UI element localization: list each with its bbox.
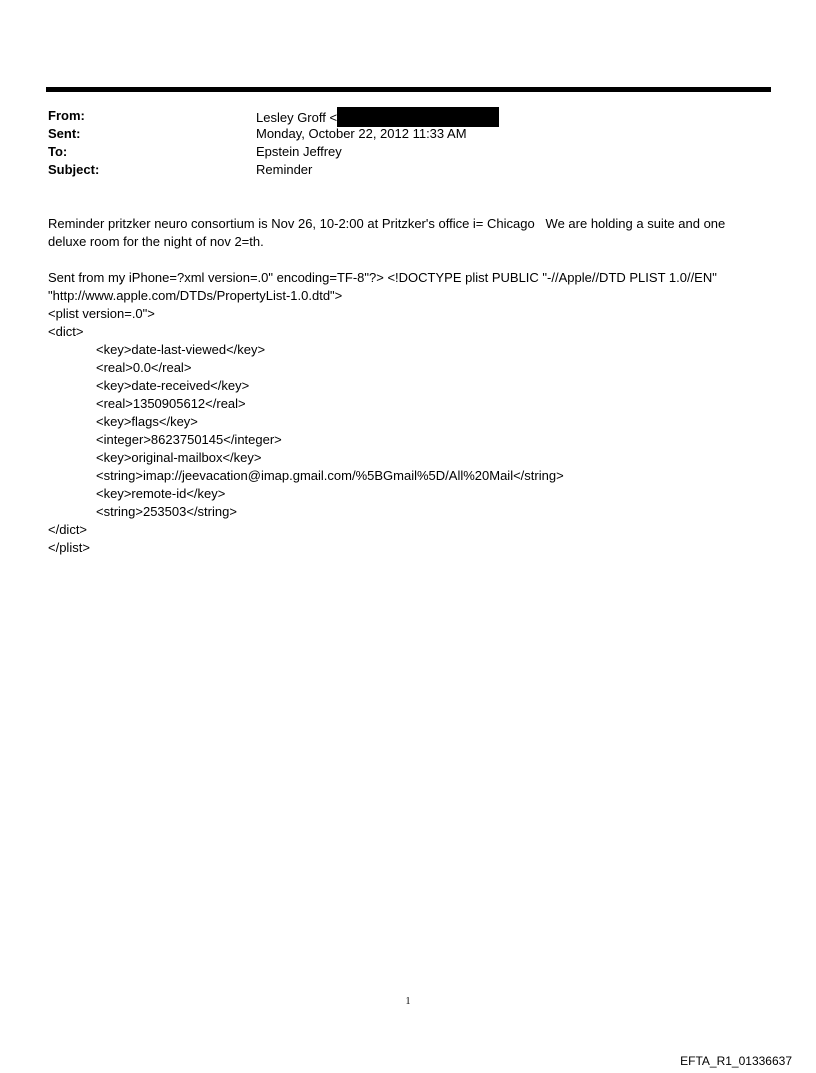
- subject-label: Subject:: [48, 162, 100, 177]
- body-line: Reminder pritzker neuro consortium is Nov 26, 10-2:00 at Pritzker's office i= Chicago We are holding a suite and one: [48, 216, 726, 231]
- xml-line: <key>date-received</key>: [96, 378, 250, 393]
- from-label: From:: [48, 108, 85, 123]
- xml-line: <key>remote-id</key>: [96, 486, 226, 501]
- email-header: [48, 107, 748, 179]
- document-id: EFTA_R1_01336637: [680, 1054, 792, 1068]
- sent-row: [48, 125, 748, 143]
- from-row: [48, 107, 748, 125]
- body-line: Sent from my iPhone=?xml version=.0" encoding=TF-8"?> <!DOCTYPE plist PUBLIC "-//Apple//DTD PLIST 1.0//EN": [48, 270, 717, 285]
- xml-line: <plist version=.0">: [48, 306, 155, 321]
- page-number: 1: [405, 996, 411, 1007]
- subject-row: [48, 161, 748, 179]
- xml-line: </plist>: [48, 540, 90, 555]
- to-value: Epstein Jeffrey: [256, 144, 342, 159]
- xml-line: <key>flags</key>: [96, 414, 198, 429]
- redaction-block: [337, 107, 499, 127]
- sent-value: Monday, October 22, 2012 11:33 AM: [256, 126, 467, 141]
- header-rule: [46, 87, 771, 92]
- xml-line: <string>imap://jeevacation@imap.gmail.com/%5BGmail%5D/All%20Mail</string>: [96, 468, 564, 483]
- xml-line: <real>0.0</real>: [96, 360, 192, 375]
- sent-label: Sent:: [48, 126, 81, 141]
- body-line: deluxe room for the night of nov 2=th.: [48, 234, 264, 249]
- subject-value: Reminder: [256, 162, 313, 177]
- xml-line: <real>1350905612</real>: [96, 396, 246, 411]
- paragraph-gap: [48, 251, 768, 269]
- xml-line: </dict>: [48, 522, 88, 537]
- xml-line: <integer>8623750145</integer>: [96, 432, 282, 447]
- from-value: [256, 107, 499, 127]
- to-row: [48, 143, 748, 161]
- to-label: To:: [48, 144, 68, 159]
- xml-line: <key>date-last-viewed</key>: [96, 342, 266, 357]
- body-line: "http://www.apple.com/DTDs/PropertyList-1.0.dtd">: [48, 288, 343, 303]
- xml-line: <string>253503</string>: [96, 504, 237, 519]
- xml-line: <dict>: [48, 324, 84, 339]
- from-name: Lesley Groff <: [256, 110, 338, 125]
- email-body: [48, 215, 768, 557]
- xml-line: <key>original-mailbox</key>: [96, 450, 262, 465]
